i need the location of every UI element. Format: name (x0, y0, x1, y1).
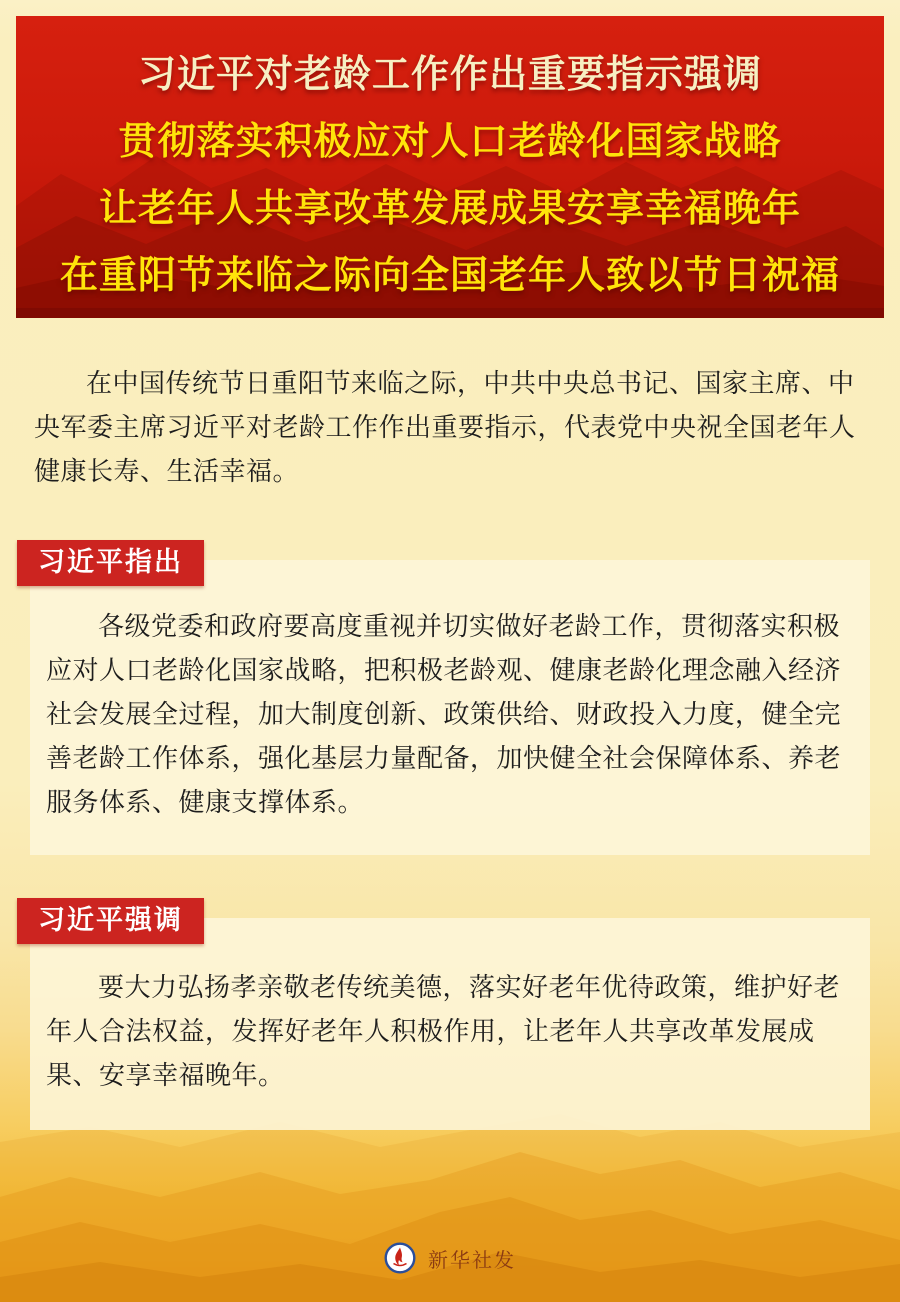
quote-box-zhichu: 各级党委和政府要高度重视并切实做好老龄工作，贯彻落实积极应对人口老龄化国家战略，把积极老龄观、健康老龄化理念融入经济社会发展全过程，加大制度创新、政策供给、财政投入力度，健全完善老龄工作体系，强化基层力量配备，加快健全社会保障体系、养老服务体系、健康支撑体系。 (30, 560, 870, 855)
credit-text: 新华社发 (428, 1247, 516, 1272)
banner (16, 16, 884, 318)
quote-box-qiangdiao: 要大力弘扬孝亲敬老传统美德，落实好老年优待政策，维护好老年人合法权益，发挥好老年人积极作用，让老年人共享改革发展成果、安享幸福晚年。 (30, 918, 870, 1130)
banner-title-line-4: 在重阳节来临之际向全国老年人致以节日祝福 (59, 253, 840, 297)
banner-title (16, 16, 884, 309)
banner-title-line-3: 让老年人共享改革发展成果安享幸福晚年 (98, 186, 801, 230)
quote-label-zhichu: 习近平指出 (17, 540, 204, 586)
banner-title-line-1: 习近平对老龄工作作出重要指示强调 (137, 52, 762, 96)
credit-line (0, 1242, 900, 1274)
intro-paragraph: 在中国传统节日重阳节来临之际，中共中央总书记、国家主席、中央军委主席习近平对老龄工作作出重要指示，代表党中央祝全国老年人健康长寿、生活幸福。 (34, 369, 856, 487)
banner-title-line-2: 贯彻落实积极应对人口老龄化国家战略 (118, 119, 782, 163)
quote-label-qiangdiao: 习近平强调 (17, 898, 204, 944)
xinhua-logo-icon (384, 1242, 416, 1274)
